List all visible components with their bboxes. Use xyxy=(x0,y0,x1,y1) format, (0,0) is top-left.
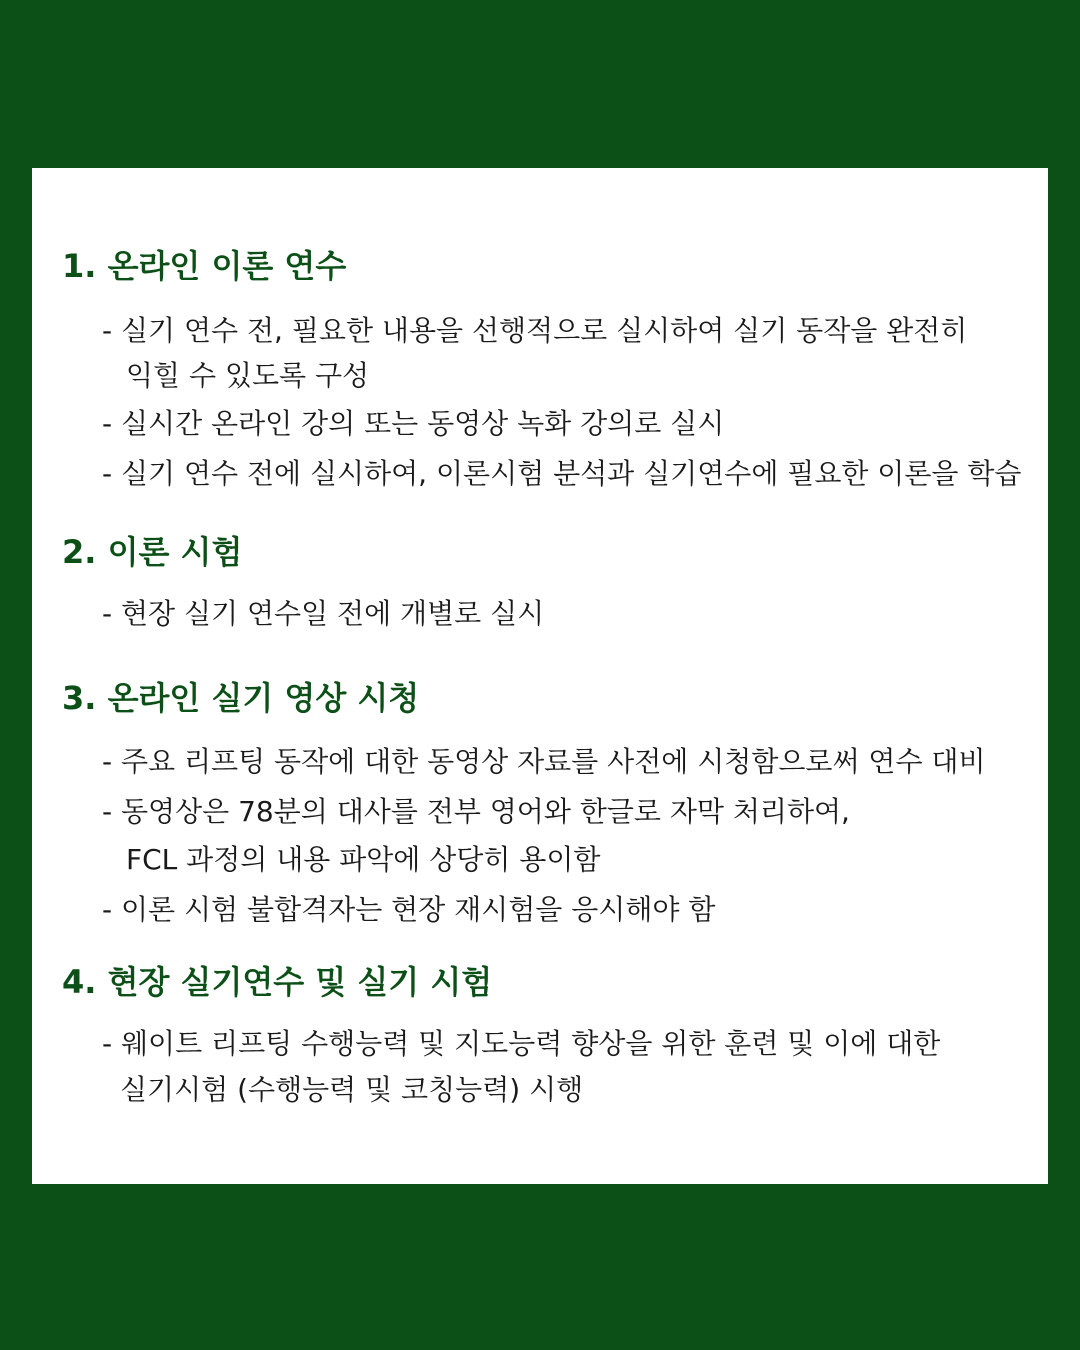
section-2-line-1: - 현장 실기 연수일 전에 개별로 실시 xyxy=(102,597,545,630)
section-4-line-1: - 웨이트 리프팅 수행능력 및 지도능력 향상을 위한 훈련 및 이에 대한 xyxy=(102,1027,941,1060)
section-3-line-2: - 동영상은 78분의 대사를 전부 영어와 한글로 자막 처리하여, xyxy=(102,795,850,828)
section-1-line-2: 익힐 수 있도록 구성 xyxy=(126,359,370,392)
section-1-line-4: - 실기 연수 전에 실시하여, 이론시험 분석과 실기연수에 필요한 이론을 학습 xyxy=(102,457,1022,490)
section-3-line-4: - 이론 시험 불합격자는 현장 재시험을 응시해야 함 xyxy=(102,893,716,926)
section-4-heading: 4. 현장 실기연수 및 실기 시험 xyxy=(62,963,493,1001)
section-3-line-1: - 주요 리프팅 동작에 대한 동영상 자료를 사전에 시청함으로써 연수 대비 xyxy=(102,745,986,778)
section-1-heading: 1. 온라인 이론 연수 xyxy=(62,247,347,285)
content-card xyxy=(32,168,1048,1184)
section-4-line-2: 실기시험 (수행능력 및 코칭능력) 시행 xyxy=(120,1073,584,1106)
section-2-heading: 2. 이론 시험 xyxy=(62,533,243,571)
section-1-line-1: - 실기 연수 전, 필요한 내용을 선행적으로 실시하여 실기 동작을 완전히 xyxy=(102,314,968,347)
section-1-line-3: - 실시간 온라인 강의 또는 동영상 녹화 강의로 실시 xyxy=(102,407,725,440)
section-3-line-3: FCL 과정의 내용 파악에 상당히 용이함 xyxy=(126,843,601,876)
section-3-heading: 3. 온라인 실기 영상 시청 xyxy=(62,679,420,717)
